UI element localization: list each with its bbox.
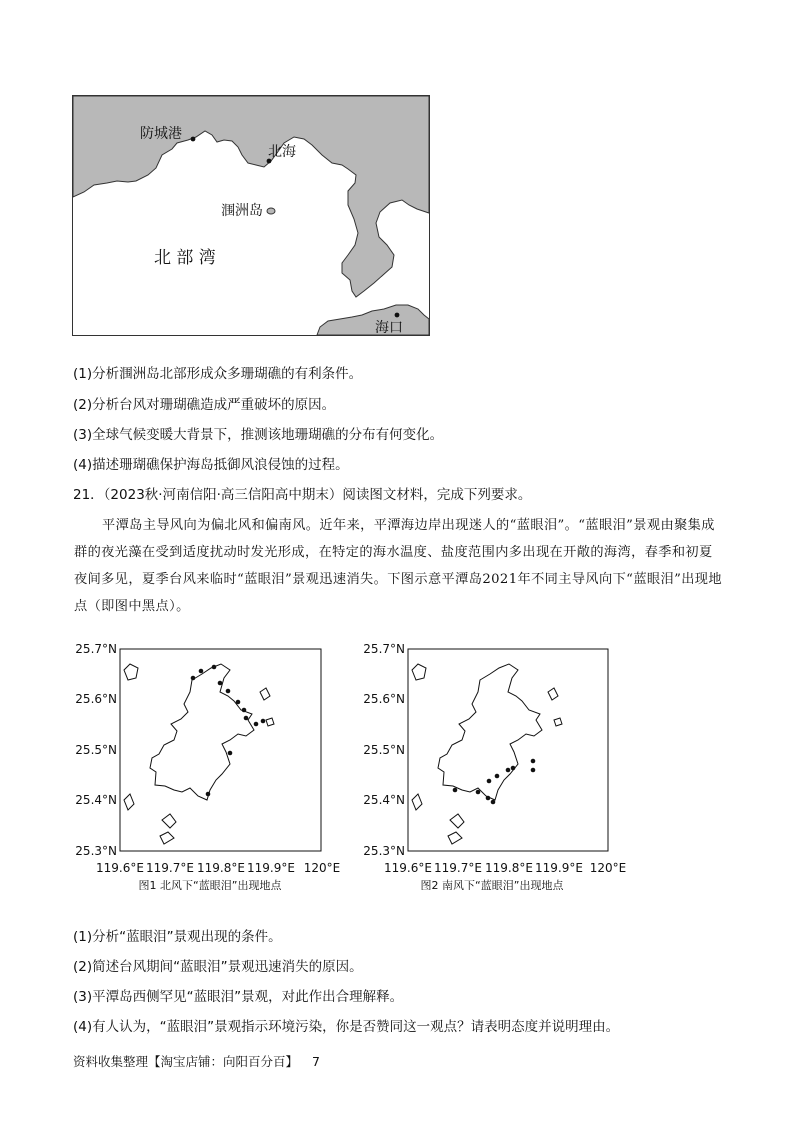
fig2-caption: 图2 南风下“蓝眼泪”出现地点 — [420, 879, 564, 890]
fig1-point — [236, 700, 241, 705]
fig1-point — [242, 708, 247, 713]
fig2-xtick-4: 119.9°E — [535, 861, 583, 875]
fig2-ytick-3: 25.5°N — [363, 743, 405, 757]
fig1-point — [199, 669, 204, 674]
fig1-xtick-3: 119.8°E — [197, 861, 245, 875]
fig1-ytick-4: 25.4°N — [75, 793, 117, 807]
fig1-xtick-5: 120°E — [303, 861, 341, 875]
fig2-point — [511, 766, 516, 771]
fig1-xtick-4: 119.9°E — [247, 861, 295, 875]
fig1-xtick-2: 119.7°E — [146, 861, 194, 875]
q21-item-4: (4)有人认为，“蓝眼泪”景观指示环境污染，你是否赞同这一观点？请表明态度并说明理由。 — [73, 1019, 620, 1035]
fig1-point — [254, 722, 259, 727]
weizhou-island — [267, 208, 275, 214]
fig2-point — [486, 796, 491, 801]
fig1-point — [218, 681, 223, 686]
fig1-ytick-5: 25.3°N — [75, 844, 117, 858]
fig2-ytick-4: 25.4°N — [363, 793, 405, 807]
q21-header: 21．（2023秋·河南信阳·高三信阳高中期末）阅读图文材料，完成下列要求。 — [73, 487, 532, 503]
fig2-xtick-5: 120°E — [589, 861, 627, 875]
fig1-point — [244, 716, 249, 721]
q20-item-3: (3)全球气候变暖大背景下，推测该地珊瑚礁的分布有何变化。 — [73, 427, 444, 443]
fig2-ytick-2: 25.6°N — [363, 692, 405, 706]
fig1-point — [226, 689, 231, 694]
fig2-point — [506, 768, 511, 773]
fig1-point — [261, 719, 266, 724]
label-haikou: 海口 — [375, 320, 403, 336]
fig2-point — [491, 800, 496, 805]
fig2-ytick-5: 25.3°N — [363, 844, 405, 858]
q21-item-3: (3)平潭岛西侧罕见“蓝眼泪”景观，对此作出合理解释。 — [73, 989, 404, 1005]
fig1-point — [228, 751, 233, 756]
fig2-xtick-2: 119.7°E — [434, 861, 482, 875]
q21-paragraph: 平潭岛主导风向为偏北风和偏南风。近年来，平潭海边岸出现迷人的“蓝眼泪”。“蓝眼泪”景观由聚集成群的夜光藻在受到适度扰动时发光形成，在特定的海水温度、盐度范围内多出现在开敞的海湾，春季和初夏夜间多见，夏季台风来临时“蓝眼泪”景观迅速消失。下图示意平潭岛2021年不同主导风向下“蓝眼泪”出现地点（即图中黑点）。 — [74, 518, 722, 614]
fig1-ytick-3: 25.5°N — [75, 743, 117, 757]
q20-item-4: (4)描述珊瑚礁保护海岛抵御风浪侵蚀的过程。 — [73, 457, 349, 473]
page-number: 7 — [312, 1054, 320, 1069]
fig2-point — [495, 774, 500, 779]
figure-2 — [350, 640, 650, 890]
fig1-caption: 图1 北风下“蓝眼泪”出现地点 — [138, 879, 282, 890]
footer-text: 资料收集整理【淘宝店铺：向阳百分百】 — [73, 1054, 299, 1069]
fig2-xtick-1: 119.6°E — [384, 861, 432, 875]
beibu-gulf-map — [72, 95, 430, 336]
haikou-dot — [395, 313, 400, 318]
fig2-point — [531, 768, 536, 773]
fig1-ytick-1: 25.7°N — [75, 642, 117, 656]
figure-1 — [70, 640, 370, 890]
fig2-point — [531, 759, 536, 764]
fig1-point — [206, 792, 211, 797]
fig1-point — [191, 676, 196, 681]
fig2-ytick-1: 25.7°N — [363, 642, 405, 656]
q20-item-1: (1)分析涠洲岛北部形成众多珊瑚礁的有利条件。 — [73, 366, 363, 382]
q21-material — [74, 512, 724, 620]
label-gulf: 北 部 湾 — [154, 248, 216, 268]
fig2-coastline — [412, 664, 562, 844]
fig2-point — [476, 790, 481, 795]
fig1-ytick-2: 25.6°N — [75, 692, 117, 706]
q21-item-2: (2)简述台风期间“蓝眼泪”景观迅速消失的原因。 — [73, 959, 363, 975]
label-weizhou: 涠洲岛 — [221, 203, 263, 219]
fig1-point — [212, 665, 217, 670]
fig2-point — [487, 779, 492, 784]
fangchenggang-dot — [191, 137, 196, 142]
fig1-xtick-1: 119.6°E — [96, 861, 144, 875]
fig2-point — [453, 788, 458, 793]
q20-item-2: (2)分析台风对珊瑚礁造成严重破坏的原因。 — [73, 397, 336, 413]
fig2-xtick-3: 119.8°E — [485, 861, 533, 875]
q21-item-1: (1)分析“蓝眼泪”景观出现的条件。 — [73, 929, 282, 945]
fig2-points — [453, 759, 536, 805]
fig1-frame — [120, 649, 321, 851]
fig2-frame — [408, 649, 608, 851]
fig1-coastline — [124, 664, 274, 844]
page-footer — [73, 1052, 320, 1070]
label-beihai: 北海 — [268, 144, 296, 160]
label-fangchenggang: 防城港 — [140, 126, 182, 142]
